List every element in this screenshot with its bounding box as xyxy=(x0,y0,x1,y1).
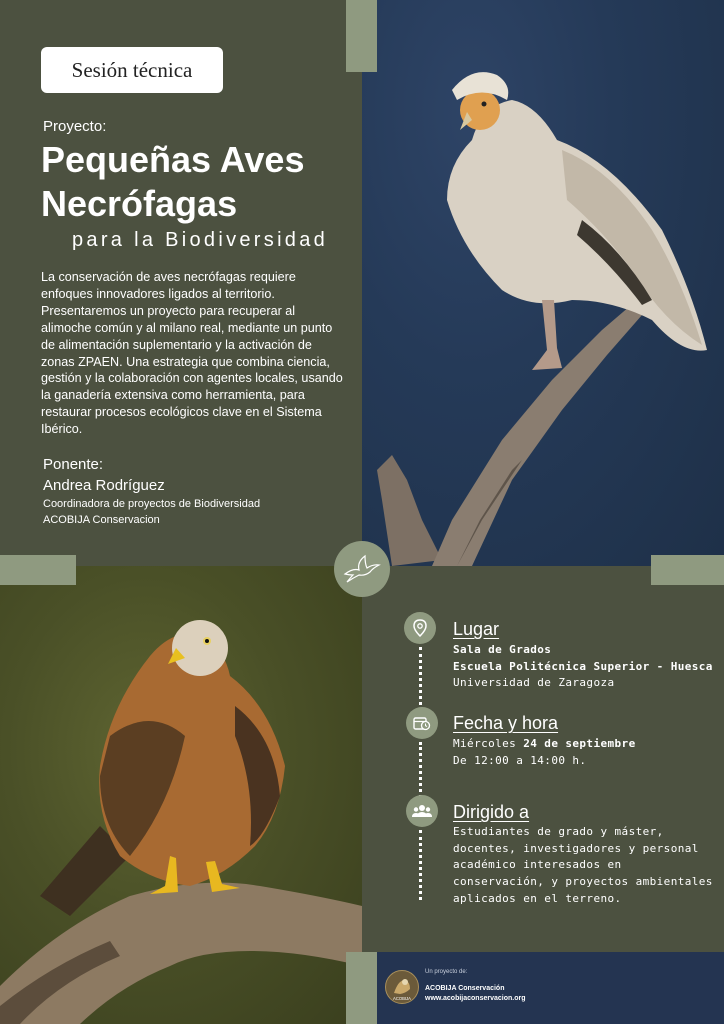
speaker-role-line-2: ACOBIJA Conservacion xyxy=(43,513,160,526)
subtitle: para la Biodiversidad xyxy=(72,229,329,251)
datetime-day: Miércoles xyxy=(453,737,517,750)
audience-line: aplicados en el terreno. xyxy=(453,891,622,905)
audience-title: Dirigido a xyxy=(453,802,530,822)
title-line-2: Necrófagas xyxy=(41,183,238,224)
audience-details xyxy=(453,824,713,908)
project-label: Proyecto: xyxy=(43,118,107,135)
timeline-dots-1 xyxy=(419,647,422,705)
speaker-role-line-1: Coordinadora de proyectos de Biodiversidad xyxy=(43,498,261,510)
audience-line: Estudiantes de grado y máster, xyxy=(453,825,664,838)
acobija-logo xyxy=(385,970,419,1004)
audience-line: docentes, investigadores y personal xyxy=(453,841,699,855)
accent-top xyxy=(346,0,377,72)
location-title: Lugar xyxy=(453,619,500,639)
footer-caption: Un proyecto de: xyxy=(425,969,468,975)
audience-line: conservación, y proyectos ambientales xyxy=(453,875,713,889)
accent-left xyxy=(0,555,76,585)
location-pin-icon xyxy=(404,612,436,644)
description: La conservación de aves necrófagas requiere enfoques innovadores ligados al territorio. Presentaremos un proyecto para recuperar al alimoche común y al milano real, mediante un punto de alimentación suplementario y la activación de zonas ZPAEN. Una estrategia que combina ciencia, gestión y la colaboración con agentes locales, usando la ganadería extensiva como herramienta, para restaurar procesos ecológicos clave en el Sistema Ibérico. xyxy=(41,270,343,437)
footer-url-link[interactable]: www.acobijaconservacion.org xyxy=(425,995,526,1002)
kite-illustration xyxy=(0,566,362,1024)
timeline-dots-3 xyxy=(419,830,422,900)
title-line-1: Pequeñas Aves xyxy=(41,139,305,180)
speaker-role xyxy=(43,497,260,528)
bird-icon xyxy=(343,554,381,584)
datetime-date-line xyxy=(453,736,636,753)
location-line-2: Escuela Politécnica Superior - Huesca xyxy=(453,659,713,673)
location-line-3: Universidad de Zaragoza xyxy=(453,676,615,690)
speaker-name: Andrea Rodríguez xyxy=(43,477,165,494)
calendar-clock-icon xyxy=(406,707,438,739)
location-line-1: Sala de Grados xyxy=(453,643,552,656)
datetime-time: De 12:00 a 14:00 h. xyxy=(453,753,587,767)
datetime-date: 24 de septiembre xyxy=(523,737,636,750)
footer-org: ACOBIJA Conservación xyxy=(425,985,505,992)
accent-right xyxy=(651,555,724,585)
bird-emblem xyxy=(334,541,390,597)
audience-line: académico interesados en xyxy=(453,858,622,872)
accent-bottom xyxy=(346,952,377,1024)
logo-text: ACOBIJA xyxy=(393,996,411,1001)
session-badge: Sesión técnica xyxy=(41,47,223,93)
vulture-photo xyxy=(362,0,724,566)
speaker-label: Ponente: xyxy=(43,456,104,473)
kite-photo xyxy=(0,566,362,1024)
location-details xyxy=(453,642,713,692)
datetime-title: Fecha y hora xyxy=(453,713,559,733)
vulture-illustration xyxy=(362,0,724,566)
page-title xyxy=(41,138,351,226)
people-icon xyxy=(406,795,438,827)
timeline-dots-2 xyxy=(419,742,422,798)
datetime-details xyxy=(453,736,636,769)
